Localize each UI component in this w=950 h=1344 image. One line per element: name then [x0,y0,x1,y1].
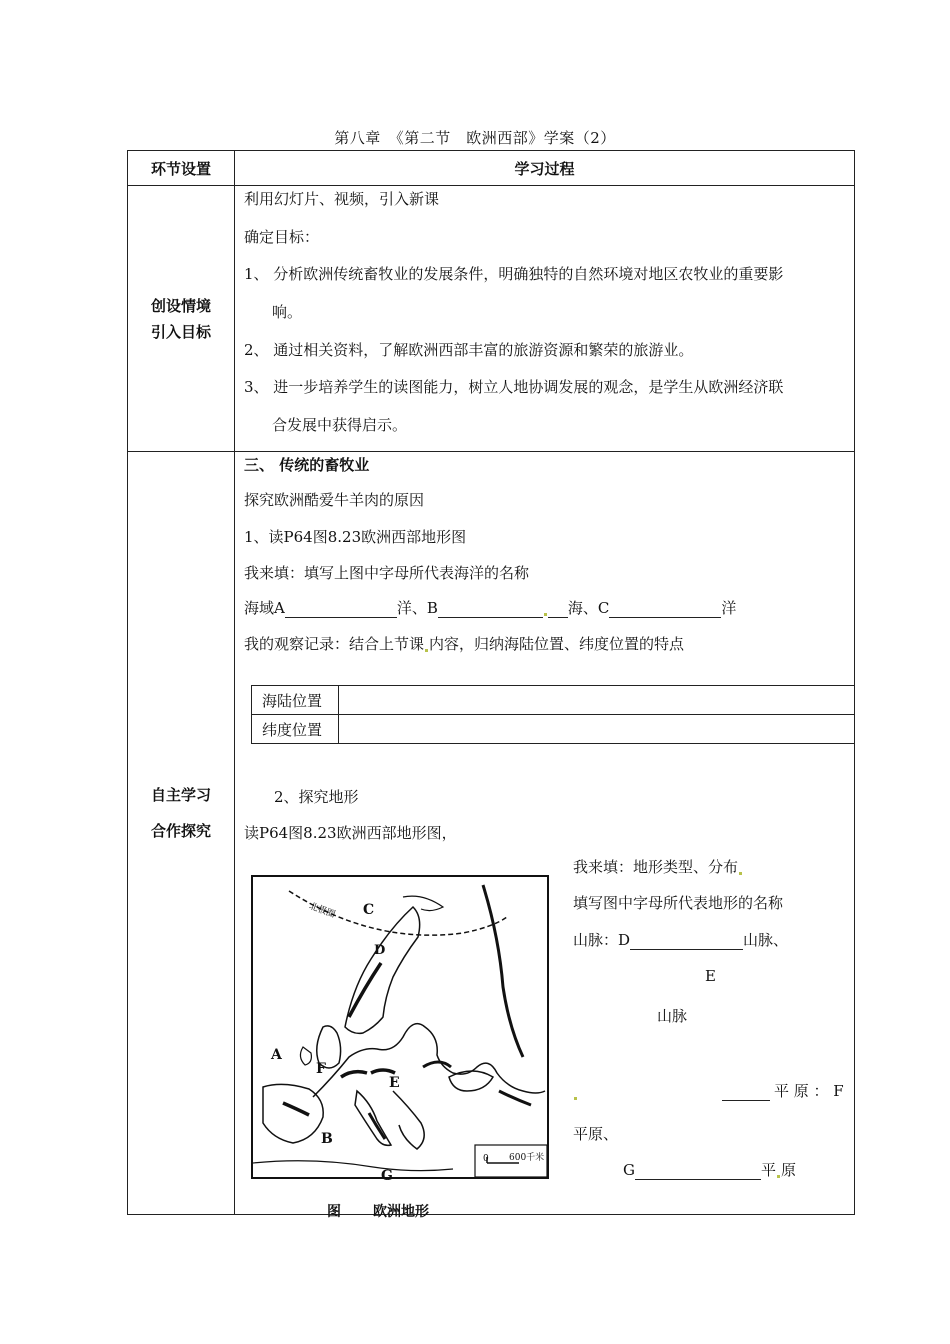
row2-label: 自主学习 合作探究 [128,452,235,1215]
blank-plain-left[interactable] [722,1084,770,1101]
goal-3: 3、 进一步培养学生的读图能力，树立人地协调发展的观念，是学生从欧洲经济联 [244,378,784,396]
read-map-line: 1、读P64图8.23欧洲西部地形图 [244,528,467,546]
fill-terrain-title: 我来填：地形类型、分布 [573,857,743,877]
scale-zero: 0 [483,1154,489,1164]
blank-mountain-d[interactable] [630,933,743,950]
explore-terrain: 2、探究地形 [274,788,359,806]
document-title: 第八章 《第二节 欧洲西部》学案（2） [334,129,616,147]
mountain-d-line: 山脉：D 山脉、 [573,931,789,949]
map-label-f: F [316,1061,326,1077]
map-outline [253,877,547,1177]
header-process: 学习过程 [235,151,855,186]
goal-3-cont: 合发展中获得启示。 [272,416,408,434]
mountain-e-letter: E [705,967,716,985]
mountain-e-suffix: 山脉 [657,1007,688,1025]
section-heading: 三、 传统的畜牧业 [244,456,370,474]
observation-line: 我的观察记录：结合上节课 内容，归纳海陆位置、纬度位置的特点 [244,635,685,653]
goal-1: 1、 分析欧洲传统畜牧业的发展条件，明确独特的自然环境对地区农牧业的重要影 [244,265,784,283]
map-label-a: A [271,1047,282,1063]
fill-terrain-instr: 填写图中字母所代表地形的名称 [573,894,784,912]
plain-g-line: G 平 原 [623,1161,797,1179]
explore-line: 探究欧洲酷爱牛羊肉的原因 [244,491,425,509]
sea-fill-blanks: 海域A 洋、B 海、C 洋 [244,599,737,617]
goal-1-cont: 响。 [272,303,303,321]
goal-2: 2、 通过相关资料，了解欧洲西部丰富的旅游资源和繁荣的旅游业。 [244,341,694,359]
cell-latitude-input[interactable] [339,715,855,744]
header-section: 环节设置 [128,151,235,186]
observation-table [251,685,855,744]
blank-plain-g[interactable] [635,1163,761,1180]
row1-content [235,186,855,452]
map-label-b: B [321,1131,333,1147]
blank-sea-c[interactable] [609,601,721,618]
blank-sea-b[interactable] [438,601,543,618]
plain-f-line: 平 原 ： F [722,1081,844,1101]
map-label-d: D [374,943,386,958]
intro-line: 利用幻灯片、视频，引入新课 [244,190,440,208]
europe-terrain-map [251,875,549,1184]
cell-land-sea-label: 海陆位置 [252,686,339,715]
goal-heading: 确定目标： [244,228,320,246]
arctic-circle-label: 北极圈 [307,901,337,921]
plain-f-cont: 平原、 [573,1125,619,1143]
scale-label: 600千米 [509,1153,545,1163]
map-label-c: C [363,902,375,918]
map-caption: 图 欧洲地形 [327,1204,429,1220]
map-label-e: E [389,1075,400,1091]
cell-latitude-label: 纬度位置 [252,715,339,744]
blank-sea-a[interactable] [285,601,397,618]
row1-label: 创设情境 引入目标 [128,186,235,452]
map-label-g: G [381,1168,393,1184]
fill-sea-line: 我来填：填写上图中字母所代表海洋的名称 [244,564,530,582]
cell-land-sea-input[interactable] [339,686,855,715]
read-terrain-map: 读P64图8.23欧洲西部地形图， [244,824,457,842]
